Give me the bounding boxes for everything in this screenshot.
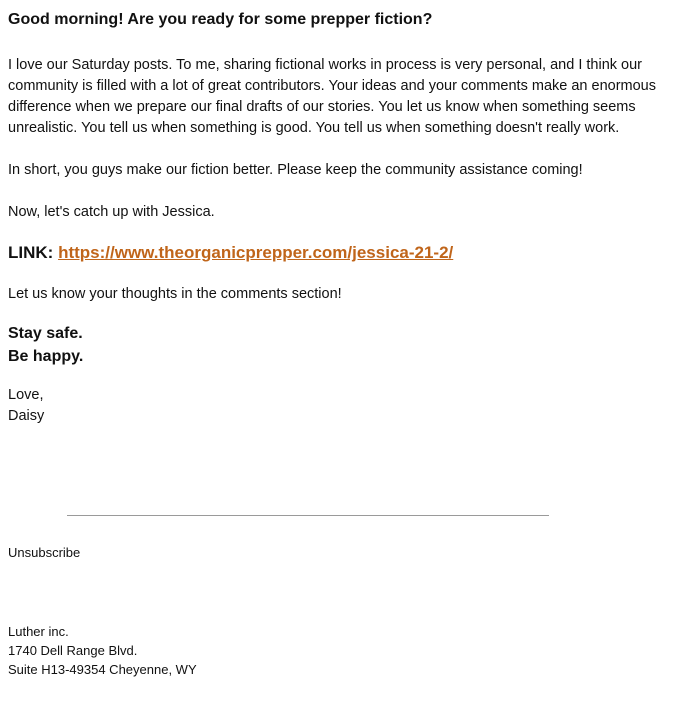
footer-divider	[67, 515, 549, 516]
email-greeting: Good morning! Are you ready for some prepper fiction?	[8, 11, 433, 28]
catch-up-paragraph: Now, let's catch up with Jessica.	[8, 204, 215, 220]
company-name: Luther inc.	[8, 624, 69, 639]
signoff	[8, 322, 668, 368]
footer-address	[8, 622, 197, 679]
email-body	[8, 10, 668, 427]
closing: Love,	[8, 387, 44, 403]
intro-paragraph: I love our Saturday posts. To me, sharing fictional works in process is very personal, and I think our community is filled with a lot of great contributors. Your ideas and your comments make an enormous difference when we prepare our final drafts of our stories. You let us know when something seems unrealistic. You tell us when something is good. You tell us when something doesn't really work.	[8, 57, 656, 136]
closing-block	[8, 385, 668, 427]
address-line-1: 1740 Dell Range Blvd.	[8, 643, 138, 658]
link-line	[8, 242, 668, 264]
link-label: LINK:	[8, 243, 54, 262]
address-line-2: Suite H13-49354 Cheyenne, WY	[8, 662, 197, 677]
signoff-line-2: Be happy.	[8, 348, 84, 365]
summary-paragraph: In short, you guys make our fiction better. Please keep the community assistance coming!	[8, 162, 583, 178]
signoff-line-1: Stay safe.	[8, 325, 83, 342]
unsubscribe-link[interactable]: Unsubscribe	[8, 545, 81, 560]
story-link[interactable]: https://www.theorganicprepper.com/jessica-21-2/	[58, 243, 454, 262]
comments-prompt: Let us know your thoughts in the comments section!	[8, 286, 342, 302]
signature: Daisy	[8, 408, 45, 424]
